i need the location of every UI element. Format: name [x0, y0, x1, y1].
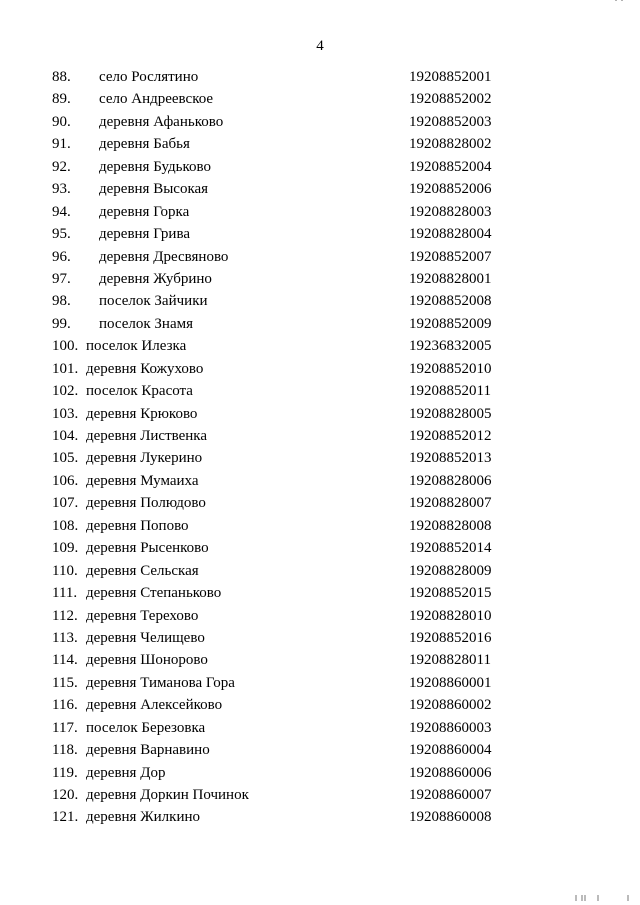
item-number: 107.: [52, 495, 79, 512]
item-name: деревня Сельская: [86, 562, 199, 579]
list-item: [0, 627, 640, 649]
list-item: [0, 246, 640, 268]
list-item: [0, 335, 640, 357]
item-number: 90.: [52, 113, 71, 130]
item-name: деревня Челищево: [86, 629, 205, 646]
list-item: [0, 717, 640, 739]
item-number: 102.: [52, 383, 79, 400]
list-item: [0, 470, 640, 492]
item-number: 97.: [52, 270, 71, 287]
item-number: 100.: [52, 338, 79, 355]
item-code: 19208828010: [409, 607, 492, 624]
item-number: 93.: [52, 181, 71, 198]
item-name: поселок Илезка: [86, 338, 187, 355]
list-item: [0, 605, 640, 627]
item-number: 119.: [52, 764, 78, 781]
item-name: деревня Лиственка: [86, 428, 208, 444]
item-code: 19208852007: [409, 248, 492, 265]
settlement-list: [0, 66, 640, 829]
item-code: 19236832005: [409, 338, 492, 355]
item-code: 19208852003: [409, 113, 492, 130]
item-name: деревня Терехово: [86, 607, 199, 624]
item-name: деревня Жилкино: [86, 809, 201, 826]
item-number: 114.: [52, 652, 78, 669]
list-item: [0, 694, 640, 716]
item-code: 19208852012: [409, 428, 492, 444]
list-item: [0, 425, 640, 447]
item-number: 118.: [52, 742, 78, 759]
item-code: 19208852006: [409, 181, 492, 198]
item-number: 95.: [52, 226, 71, 243]
item-name: деревня Мумаиха: [86, 472, 199, 489]
item-name: деревня Рысенково: [86, 540, 209, 557]
item-name: деревня Тиманова Гора: [86, 674, 235, 691]
item-name: деревня Жубрино: [99, 270, 212, 287]
item-code: 19208852009: [409, 315, 492, 332]
item-name: село Андреевское: [99, 91, 214, 108]
item-code: 19208852014: [409, 540, 492, 557]
item-number: 94.: [52, 203, 71, 220]
list-item: [0, 201, 640, 223]
item-code: 19208860001: [409, 674, 492, 691]
item-name: деревня Кожухово: [86, 360, 204, 377]
item-number: 120.: [52, 787, 79, 803]
item-code: 19208828003: [409, 203, 492, 220]
item-name: деревня Грива: [99, 226, 191, 243]
item-name: деревня Крюково: [86, 405, 198, 422]
item-number: 89.: [52, 91, 71, 108]
item-number: 105.: [52, 450, 79, 467]
item-number: 116.: [52, 697, 78, 714]
item-code: 19208852013: [409, 450, 492, 467]
item-number: 104.: [52, 428, 79, 444]
item-code: 19208828002: [409, 136, 492, 153]
list-item: [0, 111, 640, 133]
list-item: [0, 178, 640, 200]
item-number: 108.: [52, 517, 79, 534]
item-code: 19208852010: [409, 360, 492, 377]
list-item: [0, 537, 640, 559]
item-name: деревня Попово: [86, 517, 189, 534]
item-name: деревня Горка: [99, 203, 190, 220]
list-item: [0, 223, 640, 245]
item-code: 19208852011: [409, 383, 491, 400]
item-number: 103.: [52, 405, 79, 422]
list-item: [0, 649, 640, 671]
item-name: село Рослятино: [99, 69, 199, 85]
item-name: деревня Алексейково: [86, 697, 223, 714]
list-item: [0, 88, 640, 110]
item-code: 19208828006: [409, 472, 492, 489]
item-number: 111.: [52, 585, 78, 602]
list-item: [0, 560, 640, 582]
item-number: 101.: [52, 360, 79, 377]
item-code: 19208828001: [409, 270, 492, 287]
list-item: [0, 739, 640, 761]
item-code: 19208828005: [409, 405, 492, 422]
list-item: [0, 403, 640, 425]
item-code: 19208828011: [409, 652, 491, 669]
list-item: [0, 133, 640, 155]
item-code: 19208852004: [409, 158, 492, 175]
item-number: 117.: [52, 719, 78, 736]
item-name: поселок Березовка: [86, 719, 206, 736]
list-item: [0, 268, 640, 290]
list-item: [0, 515, 640, 537]
list-item: [0, 358, 640, 380]
item-code: 19208860007: [409, 787, 492, 803]
list-item: [0, 672, 640, 694]
item-name: деревня Дор: [86, 764, 166, 781]
list-item: [0, 784, 640, 806]
item-name: поселок Зайчики: [99, 293, 208, 310]
list-item: [0, 762, 640, 784]
item-number: 106.: [52, 472, 79, 489]
item-number: 112.: [52, 607, 78, 624]
item-name: деревня Степаньково: [86, 585, 222, 602]
item-code: 19208828007: [409, 495, 492, 512]
item-number: 91.: [52, 136, 71, 153]
list-item: [0, 492, 640, 514]
item-name: деревня Бабья: [99, 136, 190, 153]
item-name: деревня Афаньково: [99, 113, 224, 130]
list-item: [0, 380, 640, 402]
item-name: деревня Дресвяново: [99, 248, 229, 265]
item-name: деревня Высокая: [99, 181, 209, 198]
item-name: поселок Красота: [86, 383, 193, 400]
list-item: [0, 313, 640, 335]
item-code: 19208852001: [409, 69, 492, 85]
list-item: [0, 447, 640, 469]
scan-artifact-bottom: [572, 893, 632, 903]
item-code: 19208828004: [409, 226, 492, 243]
list-item: [0, 290, 640, 312]
item-code: 19208852016: [409, 629, 492, 646]
item-number: 110.: [52, 562, 78, 579]
item-number: 113.: [52, 629, 78, 646]
item-name: деревня Варнавино: [86, 742, 210, 759]
item-number: 92.: [52, 158, 71, 175]
page-number: 4: [316, 38, 324, 54]
item-number: 115.: [52, 674, 78, 691]
item-code: 19208852008: [409, 293, 492, 310]
item-number: 96.: [52, 248, 71, 265]
item-code: 19208828009: [409, 562, 492, 579]
item-name: деревня Доркин Починок: [86, 787, 249, 803]
item-code: 19208852002: [409, 91, 492, 108]
list-item: [0, 806, 640, 828]
item-code: 19208860006: [409, 764, 492, 781]
item-name: деревня Шонорово: [86, 652, 208, 669]
item-name: поселок Знамя: [99, 315, 194, 332]
item-number: 88.: [52, 69, 71, 85]
item-code: 19208860004: [409, 742, 492, 759]
item-name: деревня Лукерино: [86, 450, 203, 467]
item-number: 109.: [52, 540, 79, 557]
item-code: 19208860008: [409, 809, 492, 826]
item-number: 121.: [52, 809, 79, 826]
list-item: [0, 66, 640, 88]
item-code: 19208860002: [409, 697, 492, 714]
item-number: 98.: [52, 293, 71, 310]
item-code: 19208828008: [409, 517, 492, 534]
item-number: 99.: [52, 315, 71, 332]
item-code: 19208860003: [409, 719, 492, 736]
item-code: 19208852015: [409, 585, 492, 602]
list-item: [0, 582, 640, 604]
item-name: деревня Будьково: [99, 158, 211, 175]
item-name: деревня Полюдово: [86, 495, 206, 512]
list-item: [0, 156, 640, 178]
scan-artifact-top: [592, 0, 632, 3]
